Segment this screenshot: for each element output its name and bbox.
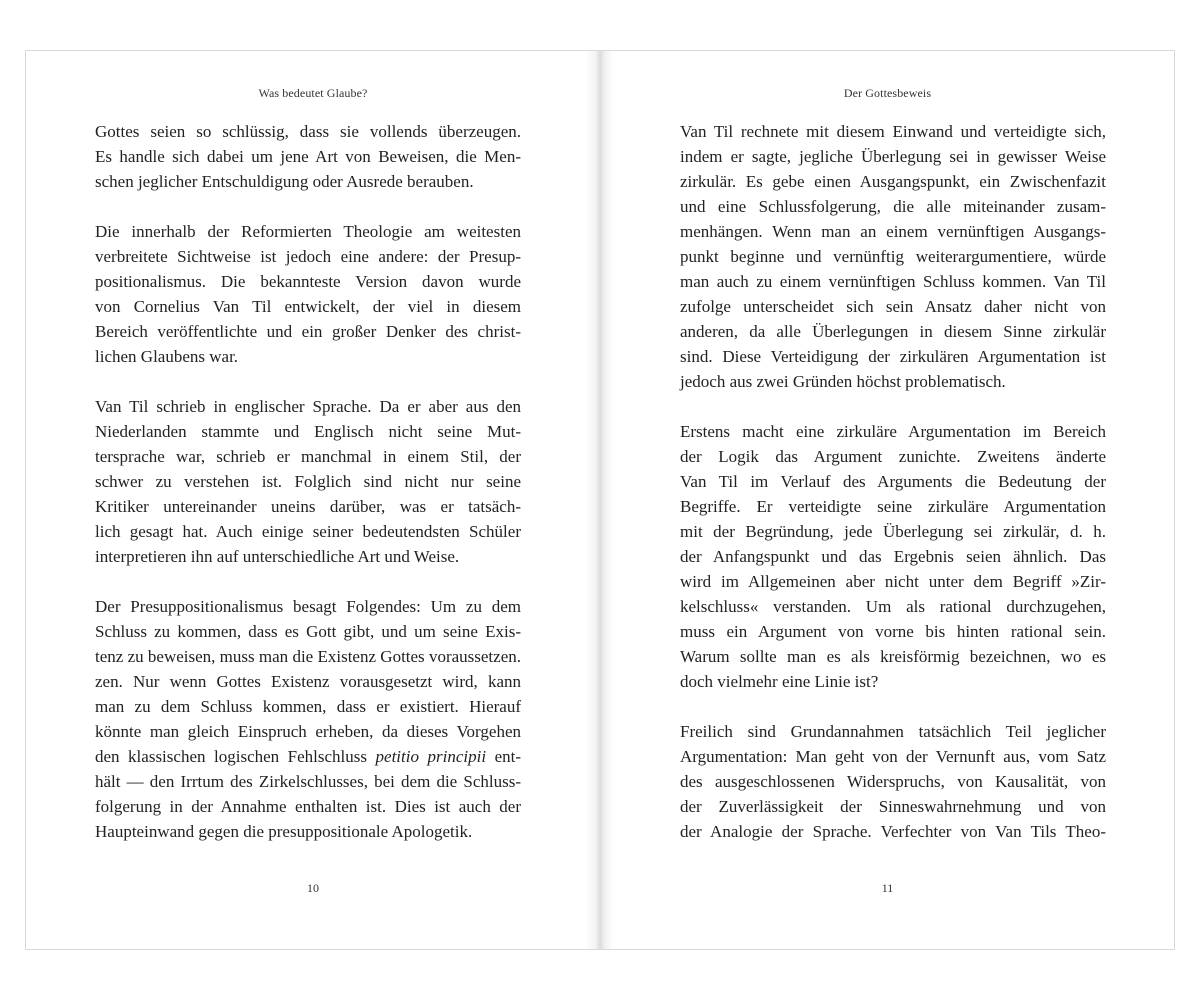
text-line: Schluss zu kommen, dass es Gott gibt, und um seine Exis- <box>95 622 521 641</box>
text-line: schwer zu verstehen ist. Folglich sind nicht nur seine <box>95 472 521 491</box>
text-line: den klassischen logischen Fehlschluss petitio principii ent- <box>95 747 521 766</box>
text-line: Kritiker untereinander uneins darüber, was er tatsäch- <box>95 497 521 516</box>
text-line: kelschluss« verstanden. Um als rational durchzugehen, <box>680 597 1106 616</box>
text-line: Begriffe. Er verteidigte seine zirkuläre Argumentation <box>680 497 1106 516</box>
text-line: Van Til rechnete mit diesem Einwand und verteidigte sich, <box>680 122 1106 141</box>
text-line: tersprache war, schrieb er manchmal in einem Stil, der <box>95 447 521 466</box>
text-line: Van Til im Verlauf des Arguments die Bedeutung der <box>680 472 1106 491</box>
text-line: muss ein Argument von vorne bis hinten rational sein. <box>680 622 1106 641</box>
text-line: anderen, da alle Überlegungen in diesem Sinne zirkulär <box>680 322 1106 341</box>
text-line: mit der Begründung, jede Überlegung sei zirkulär, d. h. <box>680 522 1106 541</box>
running-head-right: Der Gottesbeweis <box>843 86 932 100</box>
text-line: man zu dem Schluss kommen, dass er existiert. Hierauf <box>95 697 521 716</box>
text-line: Es handle sich dabei um jene Art von Beweisen, die Men- <box>95 147 521 166</box>
text-line: hält — den Irrtum des Zirkelschlusses, bei dem die Schluss- <box>95 772 521 791</box>
text-line: jedoch aus zwei Gründen höchst problematisch. <box>680 372 1006 391</box>
text-line: schen jeglicher Entschuldigung oder Ausrede berauben. <box>95 172 474 191</box>
text-line: Freilich sind Grundannahmen tatsächlich Teil jeglicher <box>680 722 1106 741</box>
left-page <box>26 51 600 949</box>
text-line: von Cornelius Van Til entwickelt, der viel in diesem <box>95 297 521 316</box>
text-line: zen. Nur wenn Gottes Existenz vorausgesetzt wird, kann <box>95 672 521 691</box>
text-line: man auch zu einem vernünftigen Schluss kommen. Van Til <box>680 272 1106 291</box>
running-head-left: Was bedeutet Glaube? <box>258 86 368 100</box>
paragraph <box>680 119 1106 394</box>
text-line: positionalismus. Die bekannteste Version davon wurde <box>95 272 521 291</box>
text-line: folgerung in der Annahme enthalten ist. Dies ist auch der <box>95 797 521 816</box>
text-line: Niederlanden stammte und Englisch nicht seine Mut- <box>95 422 521 441</box>
text-line: der Logik das Argument zunichte. Zweitens änderte <box>680 447 1106 466</box>
text-line: tenz zu beweisen, muss man die Existenz Gottes voraussetzen. <box>95 647 521 666</box>
text-line: des ausgeschlossenen Widerspruchs, von Kausalität, von <box>680 772 1106 791</box>
paragraph <box>95 119 521 194</box>
text-line: Warum sollte man es als kreisförmig bezeichnen, wo es <box>680 647 1106 666</box>
paragraph <box>680 419 1106 694</box>
italic-phrase: petitio principii <box>375 747 487 766</box>
right-page-body <box>680 119 1106 869</box>
text-line: der Anfangspunkt und das Ergebnis seien ähnlich. Das <box>680 547 1106 566</box>
text-line: wird im Allgemeinen aber nicht unter dem Begriff »Zir- <box>680 572 1106 591</box>
left-page-body <box>95 119 521 869</box>
text-line: doch vielmehr eine Linie ist? <box>680 672 879 691</box>
text-line: verbreitete Sichtweise ist jedoch eine andere: der Presup- <box>95 247 521 266</box>
page-number-left: 10 <box>307 881 319 895</box>
text-line: Gottes seien so schlüssig, dass sie vollends überzeugen. <box>95 122 521 141</box>
text-line: Erstens macht eine zirkuläre Argumentation im Bereich <box>680 422 1106 441</box>
text-line: zufolge unterscheidet sich sein Ansatz daher nicht von <box>680 297 1106 316</box>
book-spread <box>25 50 1175 950</box>
text-line: und eine Schlussfolgerung, die alle miteinander zusam- <box>680 197 1106 216</box>
text-line: Argumentation: Man geht von der Vernunft aus, vom Satz <box>680 747 1106 766</box>
page-number-right: 11 <box>881 881 894 895</box>
text-line: sind. Diese Verteidigung der zirkulären Argumentation ist <box>680 347 1106 366</box>
text-line: indem er sagte, jegliche Überlegung sei in gewisser Weise <box>680 147 1106 166</box>
paragraph <box>680 719 1106 844</box>
text-line: der Analogie der Sprache. Verfechter von Van Tils Theo- <box>680 822 1106 841</box>
right-page <box>601 51 1174 949</box>
paragraph <box>95 594 521 844</box>
text-line: Haupteinwand gegen die presuppositionale Apologetik. <box>95 822 473 841</box>
text-line: lichen Glaubens war. <box>95 347 239 366</box>
text-line: zirkulär. Es gebe einen Ausgangspunkt, ein Zwischenfazit <box>680 172 1106 191</box>
text-line: der Zuverlässigkeit der Sinneswahrnehmung und von <box>680 797 1106 816</box>
text-line: Van Til schrieb in englischer Sprache. Da er aber aus den <box>95 397 521 416</box>
paragraph <box>95 394 521 569</box>
text-line: lich gesagt hat. Auch einige seiner bedeutendsten Schüler <box>95 522 521 541</box>
text-line: Bereich veröffentlichte und ein großer Denker des christ- <box>95 322 521 341</box>
text-line: Der Presuppositionalismus besagt Folgendes: Um zu dem <box>95 597 521 616</box>
text-line: könnte man gleich Einspruch erheben, da dieses Vorgehen <box>95 722 521 741</box>
text-line: menhängen. Wenn man an einem vernünftigen Ausgangs- <box>680 222 1106 241</box>
text-line: interpretieren ihn auf unterschiedliche Art und Weise. <box>95 547 460 566</box>
text-line: Die innerhalb der Reformierten Theologie am weitesten <box>95 222 521 241</box>
paragraph <box>95 219 521 369</box>
text-line: punkt beginne und vernünftig weiterargumentiere, würde <box>680 247 1106 266</box>
